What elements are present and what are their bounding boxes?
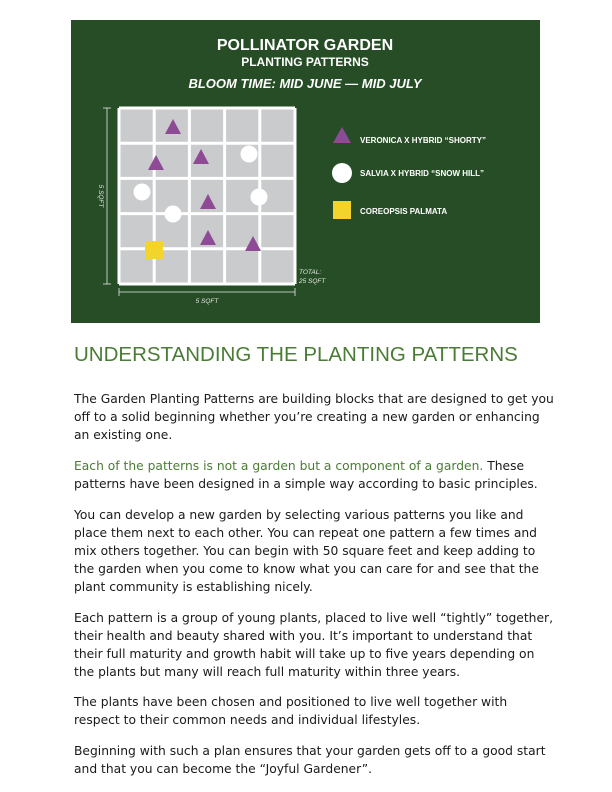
salvia-plant-3: [251, 189, 268, 206]
graphic-bloom-time: BLOOM TIME: MID JUNE — MID JULY: [188, 76, 422, 91]
paragraph-joyful-gardener: Beginning with such a plan ensures that your garden gets off to a good start and that you can become the “Joyful Gardener”.: [74, 744, 546, 776]
section-heading: UNDERSTANDING THE PLANTING PATTERNS: [74, 343, 518, 366]
legend-label-veronica: VERONICA X HYBRID “SHORTY”: [360, 136, 486, 145]
planting-pattern-graphic: [71, 20, 540, 323]
coreopsis-plant-1: [145, 241, 163, 259]
graphic-title: POLLINATOR GARDEN: [216, 37, 394, 54]
circle-icon: [332, 163, 352, 183]
salvia-plant-1: [241, 146, 258, 163]
bottom-dimension-label: 5 SQFT: [195, 298, 219, 305]
legend-label-salvia: SALVIA X HYBRID “SNOW HILL”: [360, 169, 484, 178]
paragraph-young-plants: Each pattern is a group of young plants, placed to live well “tightly” together, their health and beauty shared with you. It’s important to understand that their full maturity and growth habit will take up to five years depending on the plants but many will reach full maturity within three years.: [74, 611, 553, 679]
salvia-plant-2: [134, 184, 151, 201]
bottom-dimension: [119, 288, 295, 296]
planting-pattern-svg: [71, 20, 540, 323]
total-area-label: 25 SQFT: [299, 278, 326, 285]
planting-grid: [119, 108, 295, 284]
paragraph-chosen-plants: The plants have been chosen and positioned to live well together with respect to their common needs and individual lifestyles.: [74, 695, 508, 727]
paragraph-building-blocks: The Garden Planting Patterns are building blocks that are designed to get you off to a solid beginning whether you’re creating a new garden or enhancing an existing one.: [74, 392, 554, 442]
paragraph-develop-garden: You can develop a new garden by selecting various patterns you like and place them next to each other. You can repeat one pattern a few times and mix others together. You can begin with 50 square feet and keep adding to the garden when you come to know what you can care for and see that the plant community is establishing nicely.: [74, 508, 539, 594]
graphic-subtitle: PLANTING PATTERNS: [241, 55, 369, 69]
legend: [332, 127, 486, 219]
paragraph-highlight: Each of the patterns is not a garden but a component of a garden.: [74, 459, 484, 473]
total-label: TOTAL:: [299, 269, 322, 276]
legend-label-coreopsis: COREOPSIS PALMATA: [360, 207, 448, 216]
triangle-icon: [333, 127, 351, 143]
paragraph-components: [74, 457, 554, 493]
paragraph-components-rest: These patterns have been designed in a simple way according to basic principles.: [74, 459, 538, 491]
side-dimension-label: 5 SQFT: [97, 184, 104, 208]
salvia-plant-4: [165, 206, 182, 223]
square-icon: [333, 201, 351, 219]
